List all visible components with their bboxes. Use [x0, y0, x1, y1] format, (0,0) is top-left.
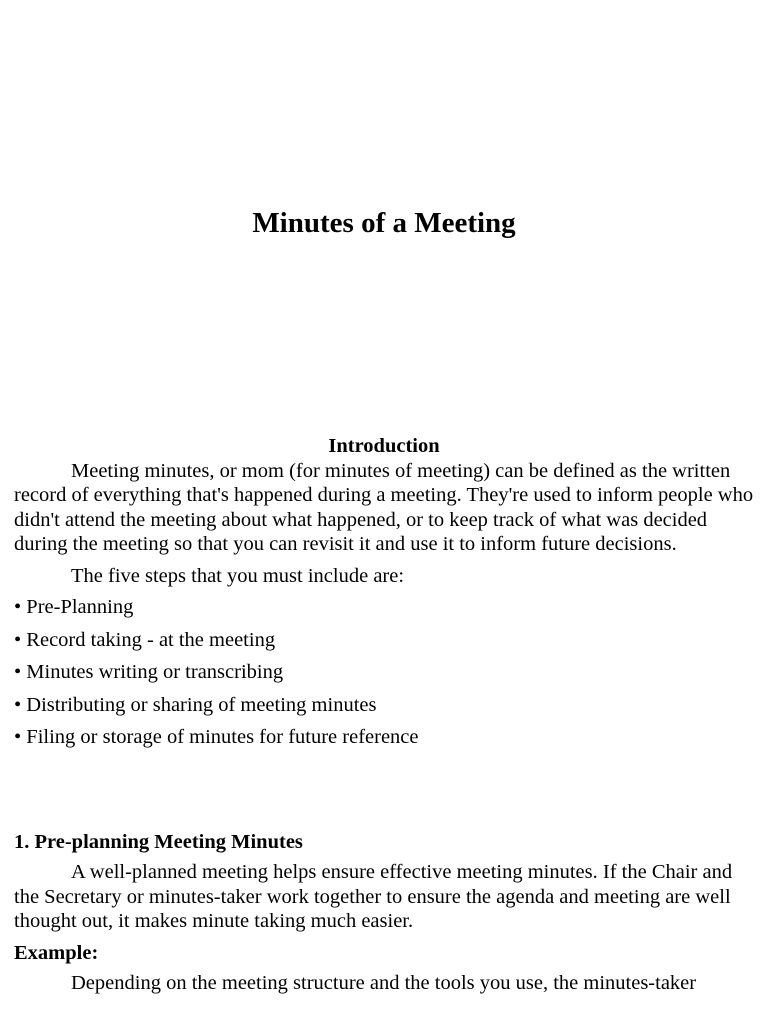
- steps-lead-in: The five steps that you must include are:: [71, 564, 405, 587]
- introduction-paragraph: Meeting minutes, or mom (for minutes of meeting) can be defined as the written record of everything that's happened during a meeting. They're used to inform people who didn't attend the meeting about what happened, or to keep track of what was decided during the meeting so that you can revisit it and use it to inform future decisions.: [14, 459, 754, 555]
- list-item: • Distributing or sharing of meeting minutes: [14, 693, 377, 716]
- introduction-heading: Introduction: [328, 435, 440, 457]
- list-item: • Pre-Planning: [14, 596, 134, 618]
- document-title: Minutes of a Meeting: [252, 207, 516, 239]
- section-1-paragraph: A well-planned meeting helps ensure effective meeting minutes. If the Chair and the Secretary or minutes-taker work together to ensure the agenda and meeting are well thought out, it makes minute taking much easier.: [14, 861, 733, 932]
- list-item: • Record taking - at the meeting: [14, 628, 276, 651]
- section-1-heading: 1. Pre-planning Meeting Minutes: [14, 830, 303, 853]
- example-heading: Example:: [14, 941, 99, 964]
- example-paragraph: Depending on the meeting structure and the tools you use, the minutes-taker: [71, 972, 697, 994]
- steps-list: [14, 595, 754, 750]
- list-item: • Minutes writing or transcribing: [14, 661, 284, 683]
- list-item: • Filing or storage of minutes for future reference: [14, 726, 419, 748]
- document-body: [14, 434, 754, 996]
